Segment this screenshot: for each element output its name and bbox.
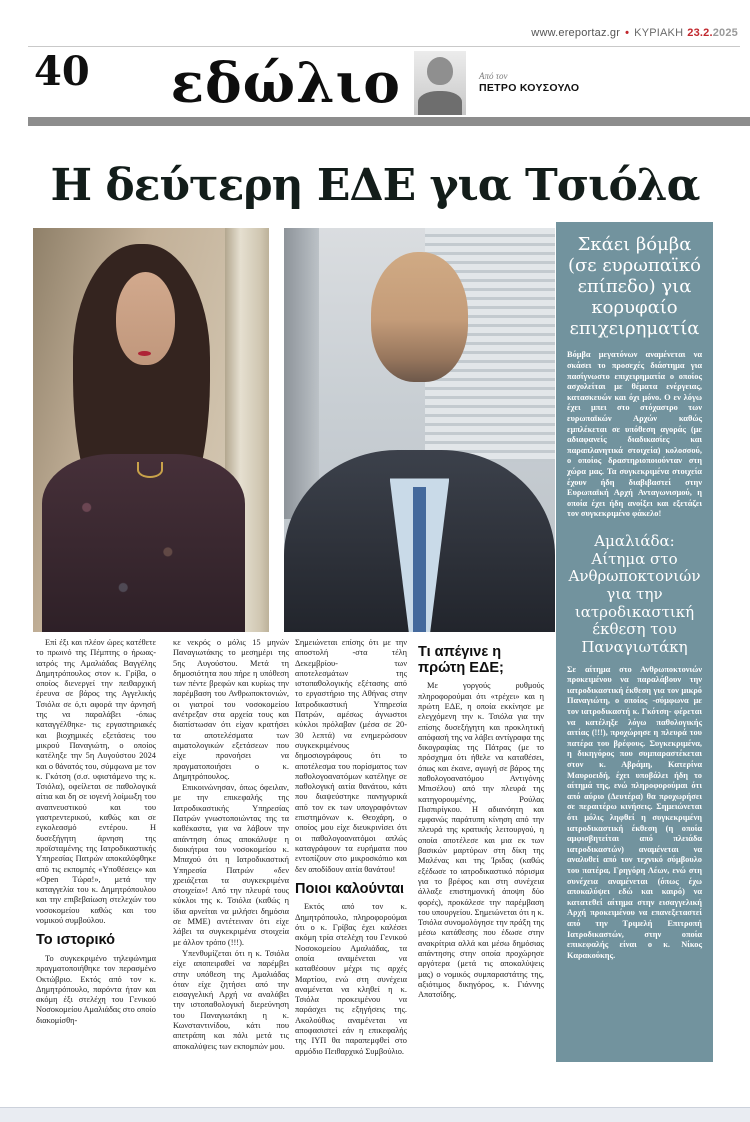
- bullet-separator: •: [625, 27, 630, 39]
- byline-name: ΠΕΤΡΟ ΚΟΥΣΟΥΛΟ: [478, 82, 580, 95]
- article-paragraph: Το συγκεκριμένο τηλεφώνημα πραγματοποιήθηκε τον περασμένο Οκτώβριο. Εκτός από τον κ. Δημητρόπουλο, παρόντα ήταν και ακόμη έξι στελέχη του Γενικού Νοσοκομείου Αμαλιάδας στο οποίο διακομίσθη-: [36, 953, 156, 1025]
- sidebar-box: [556, 222, 713, 1062]
- man-head-shape: [371, 252, 469, 381]
- photo-woman: [33, 228, 269, 632]
- section-subhead: Ποιοι καλούνται: [295, 880, 405, 897]
- woman-top-shape: [42, 454, 245, 632]
- column-title: εδώλιο: [170, 50, 401, 116]
- site-url: www.ereportaz.gr: [531, 27, 621, 39]
- sidebar-heading-business: Σκάει βόμβα (σε ευρωπαϊκό επίπεδο) για κορυφαίο επιχειρηματία: [567, 234, 701, 339]
- top-rule: [28, 46, 740, 47]
- article-column-2: [173, 638, 289, 1106]
- issue-date: 23.2.: [687, 27, 713, 39]
- article-paragraph: Σημειώνεται επίσης ότι με την αποστολή -στα τέλη Δεκεμβρίου- των αποτελεσμάτων της ιστοπαθολογικής εξέτασης από το εργαστήριο της Αθήνας στην Ιατροδικαστική Υπηρεσία Πατρών, αμέσως άγνωστοι κύκλοι πρόλαβαν (μέσα σε 20-30 λεπτά) να ενημερώσουν συγκεκριμένους δημοσιογράφους ότι το αποτέλεσμα του πορίσματος των παθολογοανατόμων κατέληγε σε παθολογική αιτία θανάτου, κάτι που διαψεύστηκε πανηγυρικά από τον εκ των υπογραφόντων επιστημόνων κ. Θεοχάρη, ο οποίος μου είχε διευκρινίσει ότι οι παθολογοανατόμοι απλώς καταγράφουν τα ευρήματα που εντοπίζουν στο μικροσκόπιο και δεν αποδίδουν αιτία θανάτου!: [295, 638, 407, 874]
- columnist-body-shape: [418, 91, 462, 115]
- article-paragraph: Υπενθυμίζεται ότι η κ. Τσιόλα είχε αποπειραθεί να παρέμβει στην υπόθεση της Αμαλιάδας όταν είχε ζητήσει από την εισαγγελική Αρχή να αναλάβει την ιστοπαθολογική διερεύνηση του Παναγιωτάκη η κ. Κωνσταντινίδου, κάτι που απετράπη και πάλι μετά τις αποκαλύψεις των εκπομπών μου.: [173, 948, 289, 1051]
- man-tie-shape: [413, 487, 426, 632]
- sidebar-paragraph-amaliada: Σε αίτημα στο Ανθρωποκτονιών προκειμένου να παραλάβουν την ιατροδικαστική έκθεση για τον μικρό Παναγιώτη, ο οποίος -σύμφωνα με τον ιατροδικαστή κ. Γκότση- φέρεται να κατέληξε λόγω παθολογικής αιτίας (!!!), προχώρησε η πλευρά του πατέρα του βρέφους. Συγκεκριμένα, η δικηγόρος που συμπαραστέκεται στον κ. Αβράμη, Κατερίνα Μαυροειδή, έχει υποβάλει ήδη το αίτημά της, ενώ πληροφορούμαι ότι από αύριο (Δευτέρα) θα προχωρήσει σε περαιτέρω κινήσεις. Σημειώνεται ότι μόλις ληφθεί η συγκεκριμένη ιατροδικαστική έκθεση (η οποία αμφισβητείται από πλειάδα ιατροδικαστών) αναμένεται να αναλυθεί από τον τεχνικό σύμβουλο του πατέρα, Γρηγόρη Λέων, ενώ στη συνέχεια αναμένεται (όπως έχω αποκαλύψει εδώ και καιρό) να κατατεθεί αίτημα στην εισαγγελική Αρχή προκειμένου να επανεξεταστεί από την Τριμελή Επιτροπή Ιατροδικαστών, στην οποία επικεφαλής είναι ο κ. Νίκος Καρακούκης.: [567, 664, 702, 960]
- article-column-4: [418, 638, 544, 1106]
- office-frame-shape: [284, 228, 319, 519]
- masthead: [531, 27, 738, 39]
- article-paragraph: Εκτός από τον κ. Δημητρόπουλο, πληροφορούμαι ότι ο κ. Γρίβας έχει καλέσει ακόμη τρία στελέχη του Γενικού Νοσοκομείου Αμαλιάδας, τα οποία αναμένεται να καταθέσουν μέχρι τις αρχές Μαρτίου, ενώ στη συνέχεια αναμένεται να κληθεί η κ. Τσιόλα προκειμένου να παράσχει τις εξηγήσεις της. Ακολούθως αναμένεται να αποφασιστεί εάν η επικεφαλής της ΙΥΠ θα παραπεμφθεί στο αρμόδιο Πειθαρχικό Συμβούλιο.: [295, 902, 407, 1056]
- issue-year: 2025: [712, 27, 738, 39]
- column-header: [120, 50, 630, 116]
- main-headline: Η δεύτερη ΕΔΕ για Τσιόλα: [50, 160, 700, 212]
- article-paragraph: Με γοργούς ρυθμούς πληροφορούμαι ότι «τρέχει» και η πρώτη ΕΔΕ, η οποία εκκίνησε με ελεγχόμενη την κ. Τσιόλα για την επίσης δυσεξήγητη και προκλητική απόφασή της να λάβει αντίγραφα της δικογραφίας της Πάτρας (με το πρόσχημα ότι ήθελε να καταθέσει, όπως και έκανε, αγωγή σε βάρος της παθολογοανατόμου Αντιγόνης Μπισέλου) από την πλευρά της κατηγορουμένης, Ρούλας Πισπιρίγκου. Η αδιανόητη και εμφανώς παράτυπη κίνηση από την πλευρά της κρατικής λειτουργού, η οποία αποτέλεσε και μια εκ των βασικών μαρτύρων στη δίκη της Μαλένας και της Ίριδας (καθώς εξέδωσε το ιατροδικαστικό πόρισμα για το βρέφος και στη συνέχεια άλλαξε επιστημονική άποψη δύο φορές), προκάλεσε την παρέμβαση του υπουργείου. Σημειώνεται ότι η κ. Τσιόλα συνομολόγησε την πράξη της μέσω κατάθεσης που έδωσε στην ανακρίτρια αλλά και μέσω δημόσιας απάντησης στην οποία προχώρησε αργότερα (μετά τις αποκαλύψεις μας) ο νομικός συμπαραστάτης της, αξιότιμος δικηγόρος, κ. Γιάννης Απατσίδης.: [418, 681, 544, 1000]
- columnist-photo: [414, 51, 466, 115]
- article-paragraph: Επικοινώνησαν, όπως όφειλαν, με την επικεφαλής της Ιατροδικαστικής Υπηρεσίας Πατρών γνωστοποιώντας της τα καθέκαστα, για να λάβουν την απάντηση όπως αποκάλυψε η διοικήτρια του νοσοκομείου κ. Μπαχού ότι η Ιατροδικαστική Υπηρεσία Πατρών «δεν χρειάζεται τα συγκεκριμένα στοιχεία»! Από την πλευρά τους κύκλοι της κ. Τσιόλα (καθώς η ίδια αρνείται να μιλήσει δημόσια σε ΜΜΕ) αντέτειναν ότι είχε λάβει τα συγκεκριμένα στοιχεία με άλλον τρόπο (!!!).: [173, 783, 289, 947]
- byline: [479, 71, 579, 94]
- section-subhead: Το ιστορικό: [36, 932, 115, 949]
- page-number: 40: [34, 48, 90, 95]
- sidebar-paragraph-business: Βόμβα μεγατόνων αναμένεται να σκάσει το προσεχές διάστημα για πασίγνωστο επιχειρηματία ο οποίος ασχολείται με θέματα ενέργειας, κατασκευών και όχι μόνο. Ο εν λόγω έχει μπει στο στόχαστρο των ευρωπαϊκών Αρχών καθώς εμπλέκεται σε υπόθεση αγοράς (με αδιαφανείς διαδικασίες και παραπλανητικά στοιχεία) κολοσσού, ο οποίος δραστηριοποιούνταν στη χώρα μας. Τα συγκεκριμένα στοιχεία έχουν ήδη διαβιβαστεί στην Ευρωπαϊκή Αρχή Ανταγωνισμού, η οποία έχει ήδη ανοίξει και εξετάζει τον συγκεκριμένο φάκελο!: [567, 350, 702, 519]
- article-paragraph: Επί έξι και πλέον ώρες κατέθετε το πρωινό της Πέμπτης ο ήρωας-ιατρός της Αμαλιάδας Βαγγέλης Δημητρόπουλος στον κ. Γρίβα, ο οποίος διενεργεί την πειθαρχική έρευνα σε βάρος της Αγγελικής Τσιόλα σε ό,τι αφορά την άρνησή της να παραλάβει -όπως καταγγέλθηκε- τις εργαστηριακές και βιοχημικές εξετάσεις του μικρού Παναγιώτη, ο οποίος κατέληξε την 5η Αυγούστου 2024 και ο θάνατός του, σύμφωνα με τον κ. Γκότση (σ.σ. υφιστάμενο της κ. Τσιόλα), οφείλεται σε παθολογικά αίτια και δη σε ιογενή λοίμωξη του αναπνευστικού και του γαστρεντερικού, καθώς και σε εγκολεασμό εντέρου. Η δυσεξήγητη άρνηση της προϊσταμένης της Ιατροδικαστικής Υπηρεσίας Πατρών αποκαλύφθηκε από τις εκπομπές «Υποθέσεις» και «Open Τώρα!», μετά την καταγγελία του κ. Δημητρόπουλου και την επιβεβαίωση στελεχών του νοσοκομείου καθώς και του νομικού συμβούλου.: [36, 638, 156, 926]
- section-subhead: Τι απέγινε η πρώτη ΕΔΕ;: [418, 644, 504, 676]
- article-column-3: [295, 638, 407, 1106]
- byline-prefix: Από τον: [478, 71, 508, 82]
- photo-man: [284, 228, 555, 632]
- article-paragraph: κε νεκρός ο μόλις 15 μηνών Παναγιωτάκης το μεσημέρι της 5ης Αυγούστου. Μετά τη δημοσιότητα που πήρε η υπόθεση των πέντε βρεφών και κυρίως την παρέμβαση του Ανθρωποκτονιών, οι γιατροί του νοσοκομείου ανέτρεξαν στα αρχεία τους και διαπίστωσαν ότι είχαν κρατήσει τα αποτελέσματα των αιματολογικών εξετάσεων που είχε προνοήσει να πραγματοποιήσει ο κ. Δημητρόπουλος.: [173, 638, 289, 781]
- sidebar-heading-amaliada: Αμαλιάδα: Αίτημα στο Ανθρωποκτονιών για την ιατροδικαστική έκθεση του Παναγιωτάκη: [568, 531, 701, 656]
- bottom-strip: [0, 1107, 750, 1122]
- weekday: ΚΥΡΙΑΚΗ: [634, 27, 684, 39]
- header-divider-bar: [28, 117, 750, 126]
- article-column-1: [36, 638, 156, 1106]
- columnist-head-shape: [427, 57, 453, 85]
